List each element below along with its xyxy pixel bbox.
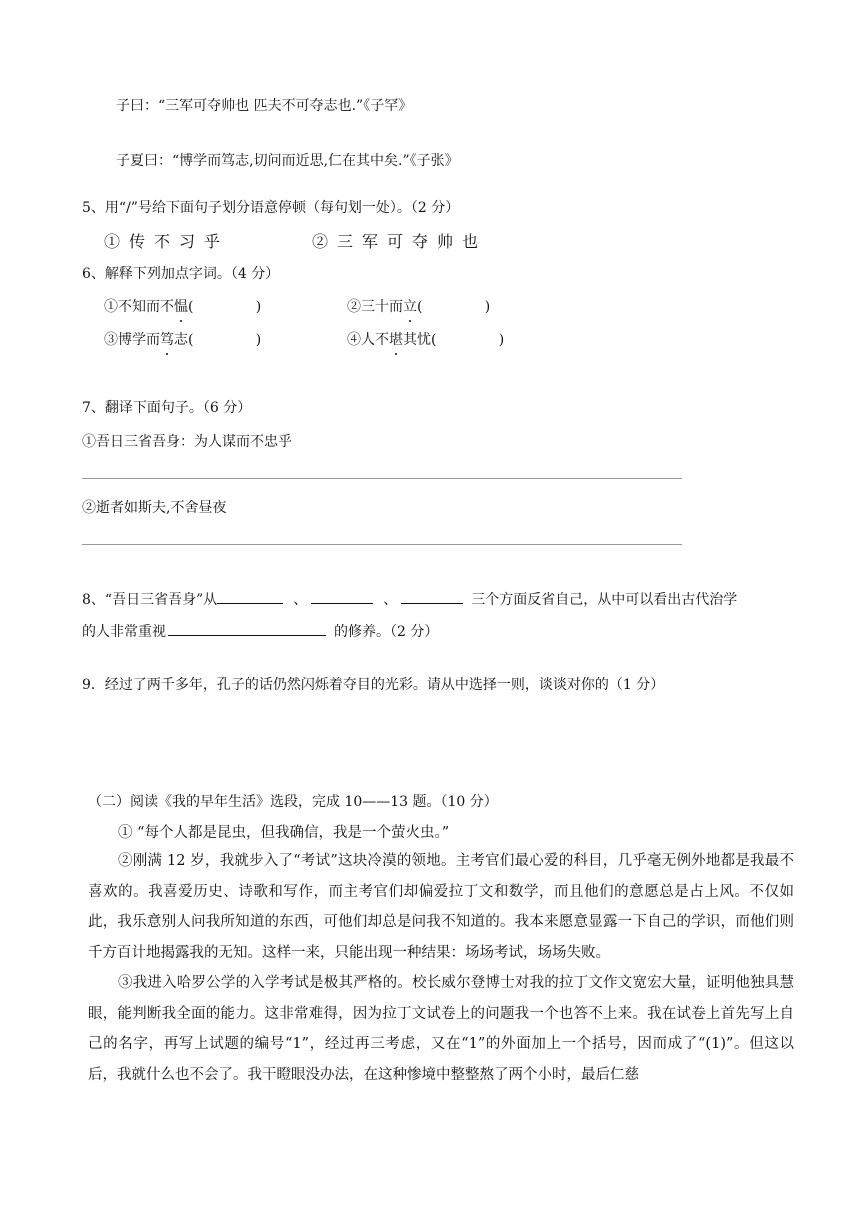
- question-6-item-2: [347, 296, 490, 316]
- paragraph-1: ① “每个人都是昆虫，但我确信，我是一个萤火虫。”: [118, 825, 450, 841]
- separator: 、: [293, 592, 308, 608]
- answer-blank: 志( ): [174, 332, 262, 348]
- question-6-item-3: [104, 329, 261, 349]
- question-5-prompt: 5、用“/”号给下面句子划分语意停顿（每句划一处）。（2 分）: [82, 200, 460, 216]
- question-text: 的人非常重视: [82, 624, 166, 640]
- answer-blank: ( ): [417, 299, 491, 315]
- question-5-item-1: ①传不习乎: [104, 232, 230, 251]
- dotted-char: 愠: [174, 296, 188, 316]
- question-text: 的修养。（2 分）: [334, 624, 439, 640]
- answer-line: [82, 478, 682, 479]
- dotted-char: 笃: [160, 329, 174, 349]
- dotted-char: 堪: [389, 329, 403, 349]
- question-7-item-1: ①吾日三省吾身：为人谋而不忠乎: [82, 434, 292, 450]
- question-9-prompt: 9．经过了两千多年，孔子的话仍然闪烁着夺目的光彩。请从中选择一则，谈谈对你的（1 分）: [82, 677, 665, 693]
- paragraph-2: ②刚满 12 岁，我就步入了“考试”这块冷漠的领地。主考官们最心爱的科目，几乎毫无例外地都是我最不喜欢的。我喜爱历史、诗歌和写作，而主考官们却偏爱拉丁文和数学，而且他们的意愿总是占上风。不仅如此，我乐意别人问我所知道的东西，可他们却总是问我不知道的。我本来愿意显露一下自己的学识，而他们则千方百计地揭露我的无知。这样一来，只能出现一种结果：场场考试，场场失败。: [88, 853, 794, 961]
- question-8-line-1: [82, 589, 737, 609]
- fill-blank: [311, 589, 373, 604]
- quote-zihan: 子曰：“三军可夺帅也 匹夫不可夺志也.”《子罕》: [116, 98, 413, 114]
- item-text: ④人不: [347, 332, 389, 348]
- answer-blank: 其忧( ): [403, 332, 505, 348]
- quote-zizhang: 子夏曰：“博学而笃志,切问而近思,仁在其中矣.”《子张》: [116, 153, 459, 169]
- question-7-item-2: ②逝者如斯夫,不舍昼夜: [82, 500, 227, 516]
- dotted-char: 立: [403, 296, 417, 316]
- question-text: 8、“吾日三省吾身”从: [82, 592, 218, 608]
- question-6-prompt: 6、解释下列加点字词。（4 分）: [82, 266, 280, 282]
- question-7-prompt: 7、翻译下面句子。（6 分）: [82, 400, 252, 416]
- fill-blank: [401, 589, 463, 604]
- paragraph-3: ③我进入哈罗公学的入学考试是极其严格的。校长威尔登博士对我的拉丁文作文宽宏大量，证明他独具慧眼，能判断我全面的能力。这非常难得，因为拉丁文试卷上的问题我一个也答不上来。我在试卷上首先写上自己的名字，再写上试题的编号“1”，经过再三考虑，又在“1”的外面加上一个括号，因而成了“(1)”。但这以后，我就什么也不会了。我干瞪眼没办法，在这种惨境中整整熬了两个小时，最后仁慈: [88, 975, 794, 1083]
- fill-blank: [168, 621, 326, 636]
- answer-line: [82, 544, 682, 545]
- section-2-heading: （二）阅读《我的早年生活》选段，完成 10——13 题。（10 分）: [88, 794, 498, 810]
- question-6-item-1: [104, 296, 261, 316]
- fill-blank: [217, 589, 283, 604]
- item-text: ③博学而: [104, 332, 160, 348]
- question-6-item-4: [347, 329, 504, 349]
- item-text: ①不知而不: [104, 299, 174, 315]
- question-text: 三个方面反省自己，从中可以看出古代治学: [471, 592, 738, 608]
- question-5-item-2: ②三军可夺帅也: [312, 232, 488, 251]
- separator: 、: [383, 592, 398, 608]
- item-text: ②三十而: [347, 299, 403, 315]
- answer-blank: ( ): [188, 299, 262, 315]
- question-8-line-2: [82, 621, 438, 641]
